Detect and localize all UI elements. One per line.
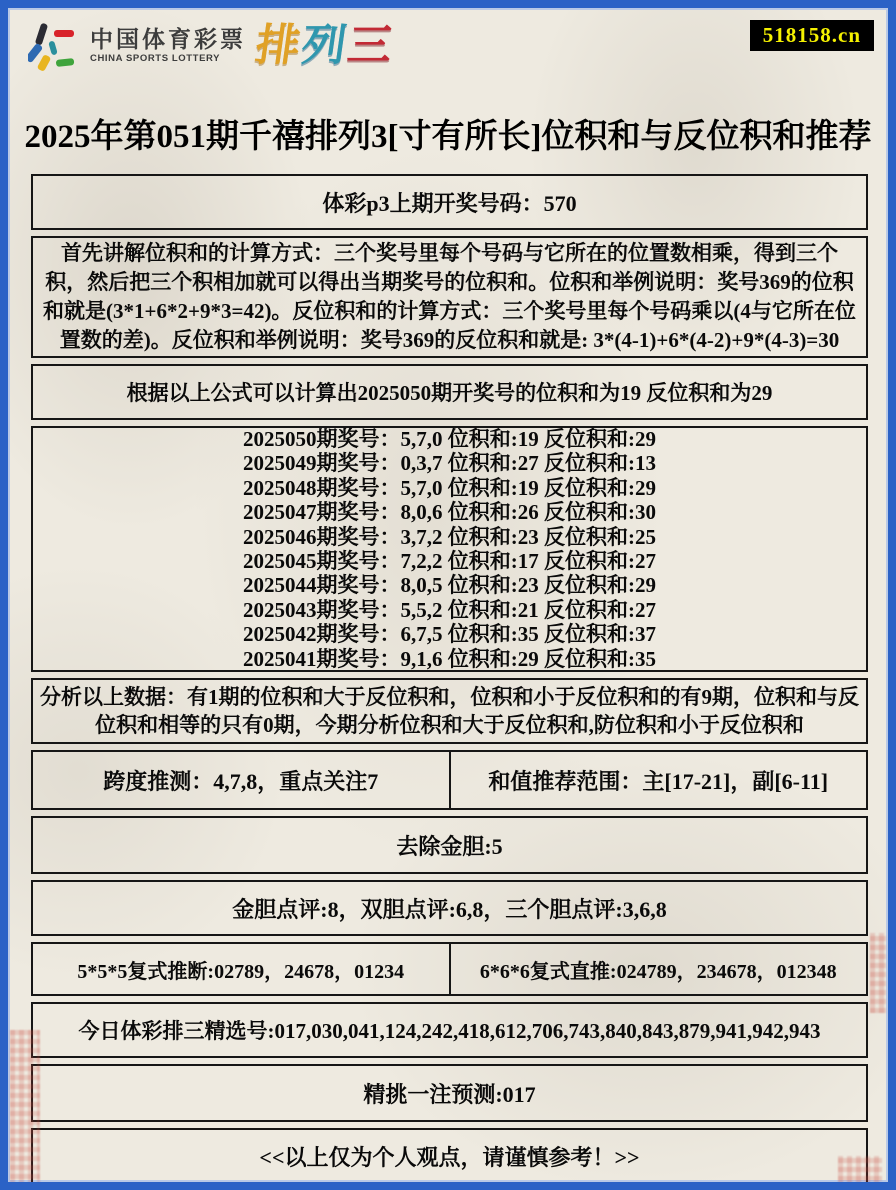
seal-decoration xyxy=(838,1156,882,1190)
brand-name-english: CHINA SPORTS LOTTERY xyxy=(90,53,221,64)
formula-result-box: 根据以上公式可以计算出2025050期开奖号的位积和为19 反位积和为29 xyxy=(31,364,868,420)
history-row: 2025042期奖号：6,7,5 位积和:35 反位积和:37 xyxy=(243,622,656,647)
disclaimer-box: <<以上仅为个人观点，请谨慎参考！>> xyxy=(31,1128,868,1184)
history-row: 2025043期奖号：5,5,2 位积和:21 反位积和:27 xyxy=(243,597,656,622)
page-title: 2025年第051期千禧排列3[寸有所长]位积和与反位积和推荐 xyxy=(24,119,872,155)
product-char-lie: 列 xyxy=(298,21,352,70)
selected-numbers-box: 今日体彩排三精选号:017,030,041,124,242,418,612,706,743,840,843,879,941,942,943 xyxy=(31,1002,868,1058)
complex-picks-box xyxy=(31,942,868,996)
site-url-badge: 518158.cn xyxy=(750,20,874,51)
brand-wordmark xyxy=(90,27,246,65)
history-row: 2025046期奖号：3,7,2 位积和:23 反位积和:25 xyxy=(243,524,656,549)
history-row: 2025044期奖号：8,0,5 位积和:23 反位积和:29 xyxy=(243,573,656,598)
seal-decoration xyxy=(870,933,886,1013)
span-prediction-cell: 跨度推测：4,7,8，重点关注7 xyxy=(33,752,451,808)
history-row: 2025045期奖号：7,2,2 位积和:17 反位积和:27 xyxy=(243,549,656,573)
calculation-explainer-box: 首先讲解位积和的计算方式：三个奖号里每个号码与它所在的位置数相乘，得到三个积，然后把三个积相加就可以得出当期奖号的位积和。位积和举例说明：奖号369的位积和就是(3*1+6*2+9*3=42)。反位积和的计算方式：三个奖号里每个号码乘以(4与它所在位置数的差)。反位积和举例说明：奖号369的反位积和就是: 3*(4-1)+6*(4-2)+9*(4-3)=30 xyxy=(31,236,868,358)
history-row: 2025047期奖号：8,0,6 位积和:26 反位积和:30 xyxy=(243,500,656,525)
content-sections xyxy=(31,174,868,1184)
product-char-san: 三 xyxy=(344,21,398,70)
sports-lottery-logo-icon xyxy=(28,21,82,71)
complex-555-cell: 5*5*5复式推断:02789，24678，01234 xyxy=(33,944,451,994)
analysis-box: 分析以上数据：有1期的位积和大于反位积和，位积和小于反位积和的有9期，位积和与反位积和相等的只有0期，今期分析位积和大于反位积和,防位积和小于反位积和 xyxy=(31,678,868,744)
history-row: 2025041期奖号：9,1,6 位积和:29 反位积和:35 xyxy=(243,646,656,671)
span-and-sum-box xyxy=(31,750,868,810)
history-row: 2025048期奖号：5,7,0 位积和:19 反位积和:29 xyxy=(243,475,656,500)
history-list-box xyxy=(31,426,868,672)
page-header xyxy=(8,8,888,116)
remove-gold-dan-box: 去除金胆:5 xyxy=(31,816,868,874)
product-name xyxy=(252,21,398,70)
history-row: 2025049期奖号：0,3,7 位积和:27 反位积和:13 xyxy=(243,451,656,476)
last-draw-box: 体彩p3上期开奖号码：570 xyxy=(31,174,868,230)
sum-range-cell: 和值推荐范围：主[17-21]，副[6-11] xyxy=(488,768,829,794)
single-pick-box: 精挑一注预测:017 xyxy=(31,1064,868,1122)
complex-666-cell: 6*6*6复式直推:024789，234678，012348 xyxy=(479,960,837,983)
history-row: 2025050期奖号：5,7,0 位积和:19 反位积和:29 xyxy=(243,426,656,451)
brand-name-chinese: 中国体育彩票 xyxy=(90,27,246,52)
seal-decoration xyxy=(10,1030,40,1188)
product-char-pai: 排 xyxy=(252,21,306,70)
dan-comments-box: 金胆点评:8，双胆点评:6,8，三个胆点评:3,6,8 xyxy=(31,880,868,936)
